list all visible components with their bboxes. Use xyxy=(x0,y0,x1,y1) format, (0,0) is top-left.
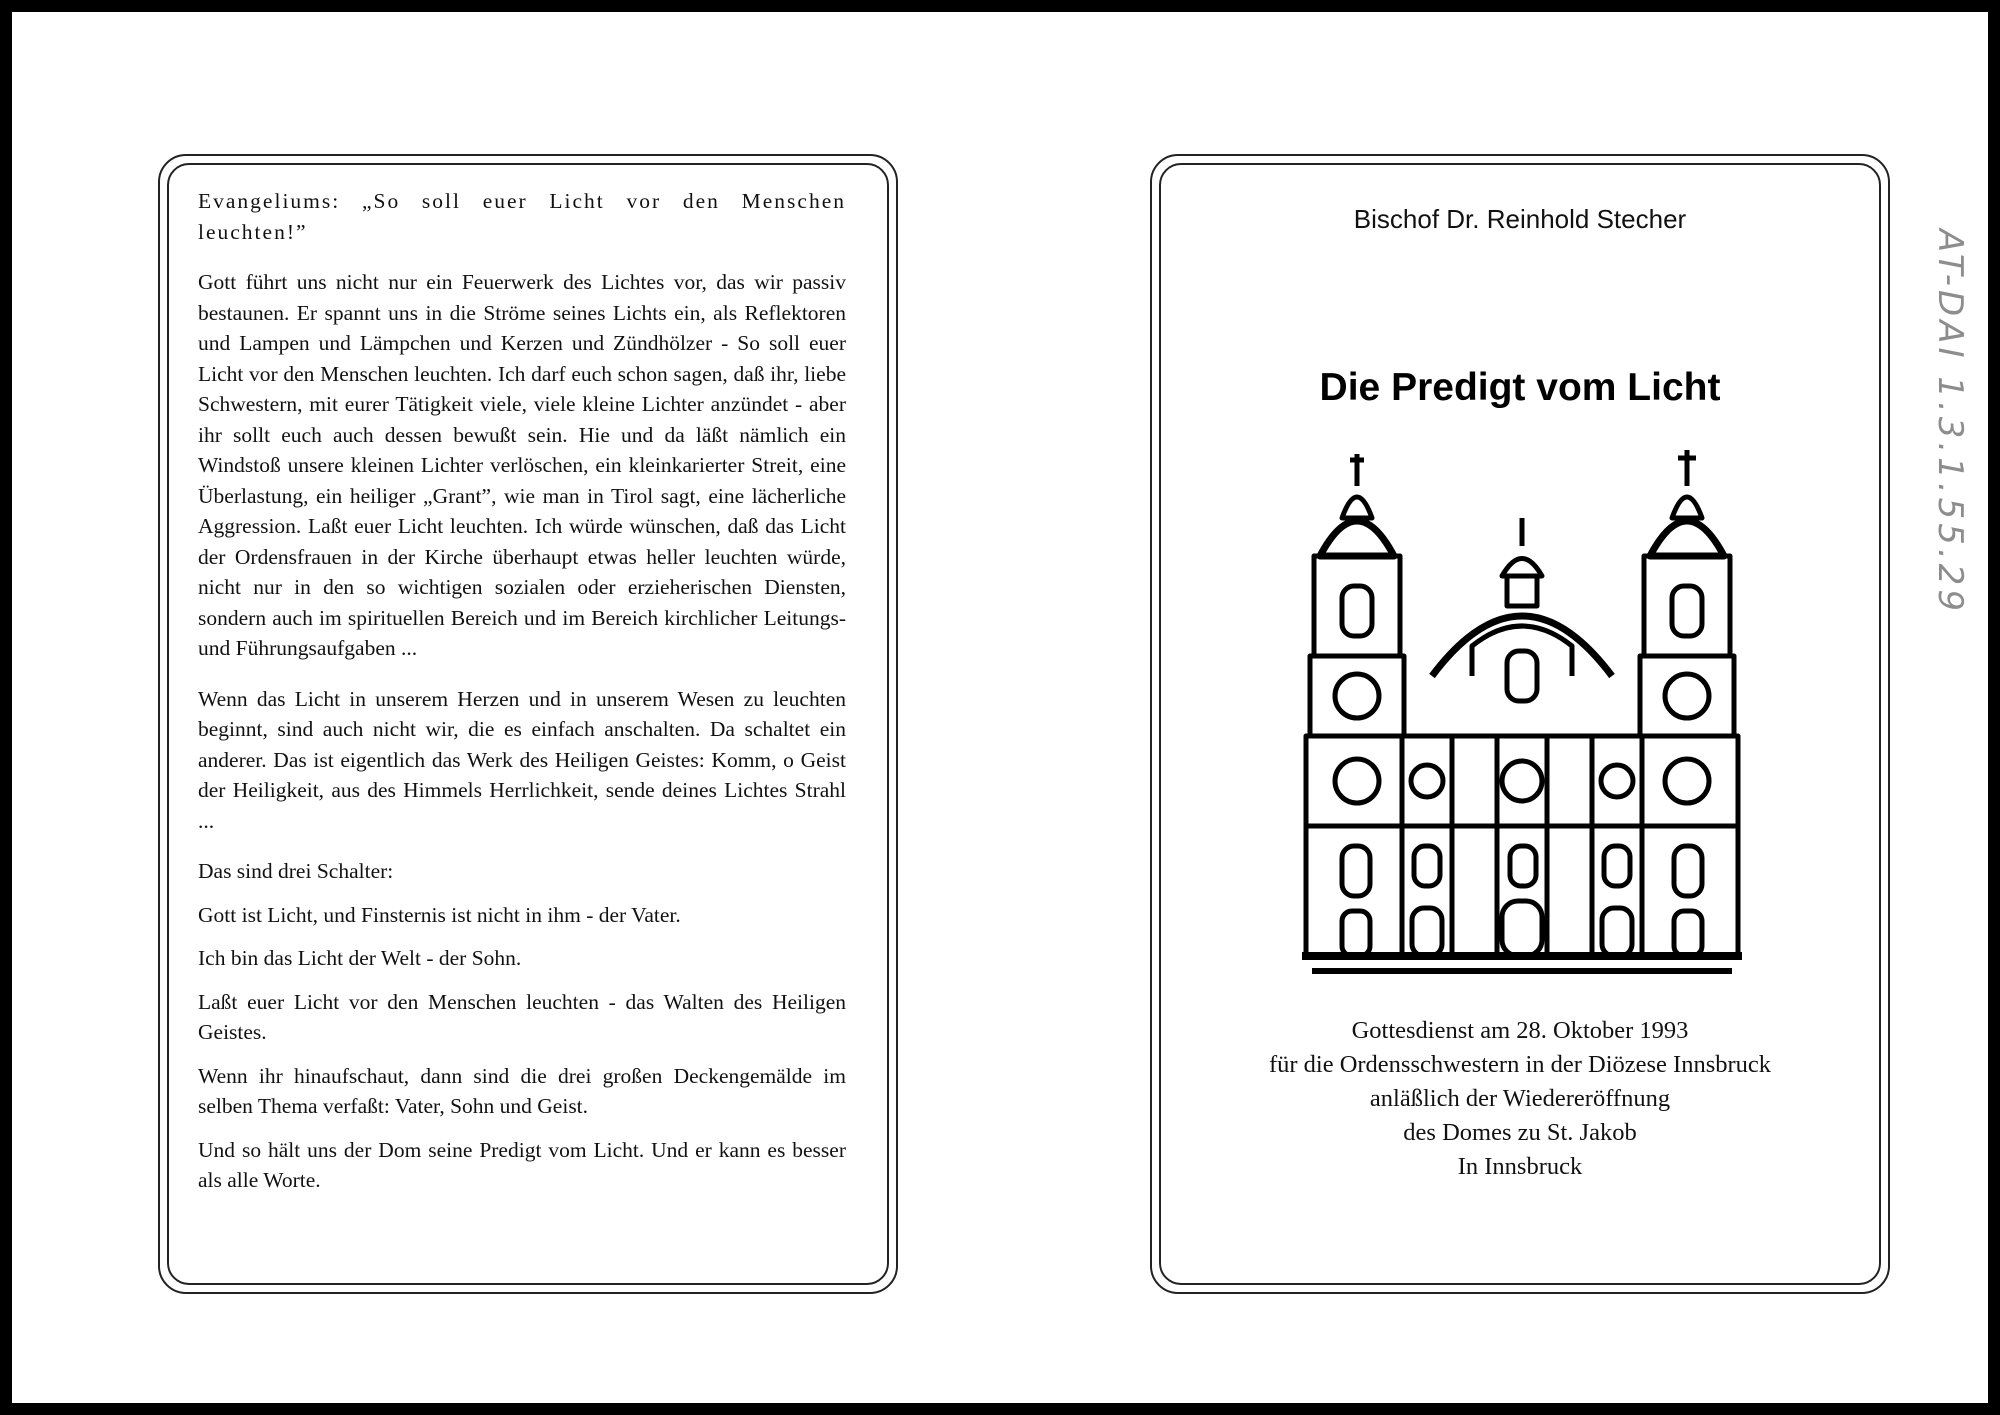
paragraph-2: Wenn das Licht in unserem Herzen und in unserem Wesen zu leuchten beginnt, sind auch nicht wir, die es einfach anschalten. Da schaltet ein anderer. Das ist eigentlich das Werk des Heiligen Geistes: Komm, o Geist der Heiligkeit, aus des Himmels Herrlichkeit, sende deines Lichtes Strahl ... xyxy=(198,686,846,833)
event-line: anläßlich der Wiedereröffnung xyxy=(1369,1085,1671,1112)
event-line: In Innsbruck xyxy=(1457,1153,1583,1180)
event-line: Gottesdienst am 28. Oktober 1993 xyxy=(1351,1017,1689,1044)
paragraph-3: Laßt euer Licht vor den Menschen leuchten - das Walten des Heiligen Geistes. xyxy=(198,989,846,1044)
service-details xyxy=(1152,1014,1888,1184)
paragraph-5: Und so hält uns der Dom seine Predigt vom Licht. Und er kann es besser als alle Worte. xyxy=(198,1137,846,1192)
left-page-card xyxy=(158,154,898,1294)
scanned-sheet xyxy=(12,12,1988,1403)
archive-reference-note xyxy=(1930,212,1970,632)
paragraph-1: Gott führt uns nicht nur ein Feuerwerk des Lichtes vor, das wir passiv bestaunen. Er spannt uns in die Ströme seines Lichts ein, als Reflektoren und Lampen und Lämpchen und Kerzen und Zündhölzer - So soll euer Licht vor den Menschen leuchten. Ich darf euch schon sagen, daß ihr, liebe Schwestern, mit eurer Tätigkeit viele, viele kleine Lichter anzündet - aber ihr sollt euch auch dessen bewußt sein. Hie und da läßt nämlich ein Windstoß unsere kleinen Lichter verlöschen, ein kleinkarierter Streit, eine Überlastung, ein heiliger „Grant”, wie man in Tirol sagt, eine lächerliche Aggression. Laßt euer Licht leuchten. Ich würde wünschen, daß das Licht der Ordensfrauen in der Kirche überhaupt etwas heller leuchten würde, nicht nur in den so wichtigen sozialen oder erzieherischen Diensten, sondern auch im spirituellen Bereich und im Bereich kirchlicher Leitungs- und Führungsaufgaben ... xyxy=(198,270,846,660)
right-page-card xyxy=(1150,154,1890,1294)
author-name: Bischof Dr. Reinhold Stecher xyxy=(1353,204,1687,234)
line-son: Ich bin das Licht der Welt - der Sohn. xyxy=(198,946,522,970)
event-line: des Domes zu St. Jakob xyxy=(1403,1119,1637,1146)
line-father: Gott ist Licht, und Finsternis ist nicht in ihm - der Vater. xyxy=(198,902,681,927)
line-switches: Das sind drei Schalter: xyxy=(198,859,394,883)
gospel-intro: Evangeliums: „So soll euer Licht vor den Menschen leuchten!” xyxy=(198,189,846,244)
document-title: Die Predigt vom Licht xyxy=(1319,366,1721,409)
cathedral-illustration-icon xyxy=(1302,446,1742,986)
left-page-text xyxy=(198,186,846,1209)
event-line: für die Ordensschwestern in der Diözese Innsbruck xyxy=(1268,1051,1772,1078)
paragraph-4: Wenn ihr hinaufschaut, dann sind die drei großen Deckengemälde im selben Thema verfaßt: Vater, Sohn und Geist. xyxy=(198,1063,846,1118)
archive-reference-text: AT-DAI 1.3.1.55.29 xyxy=(1930,229,1970,615)
